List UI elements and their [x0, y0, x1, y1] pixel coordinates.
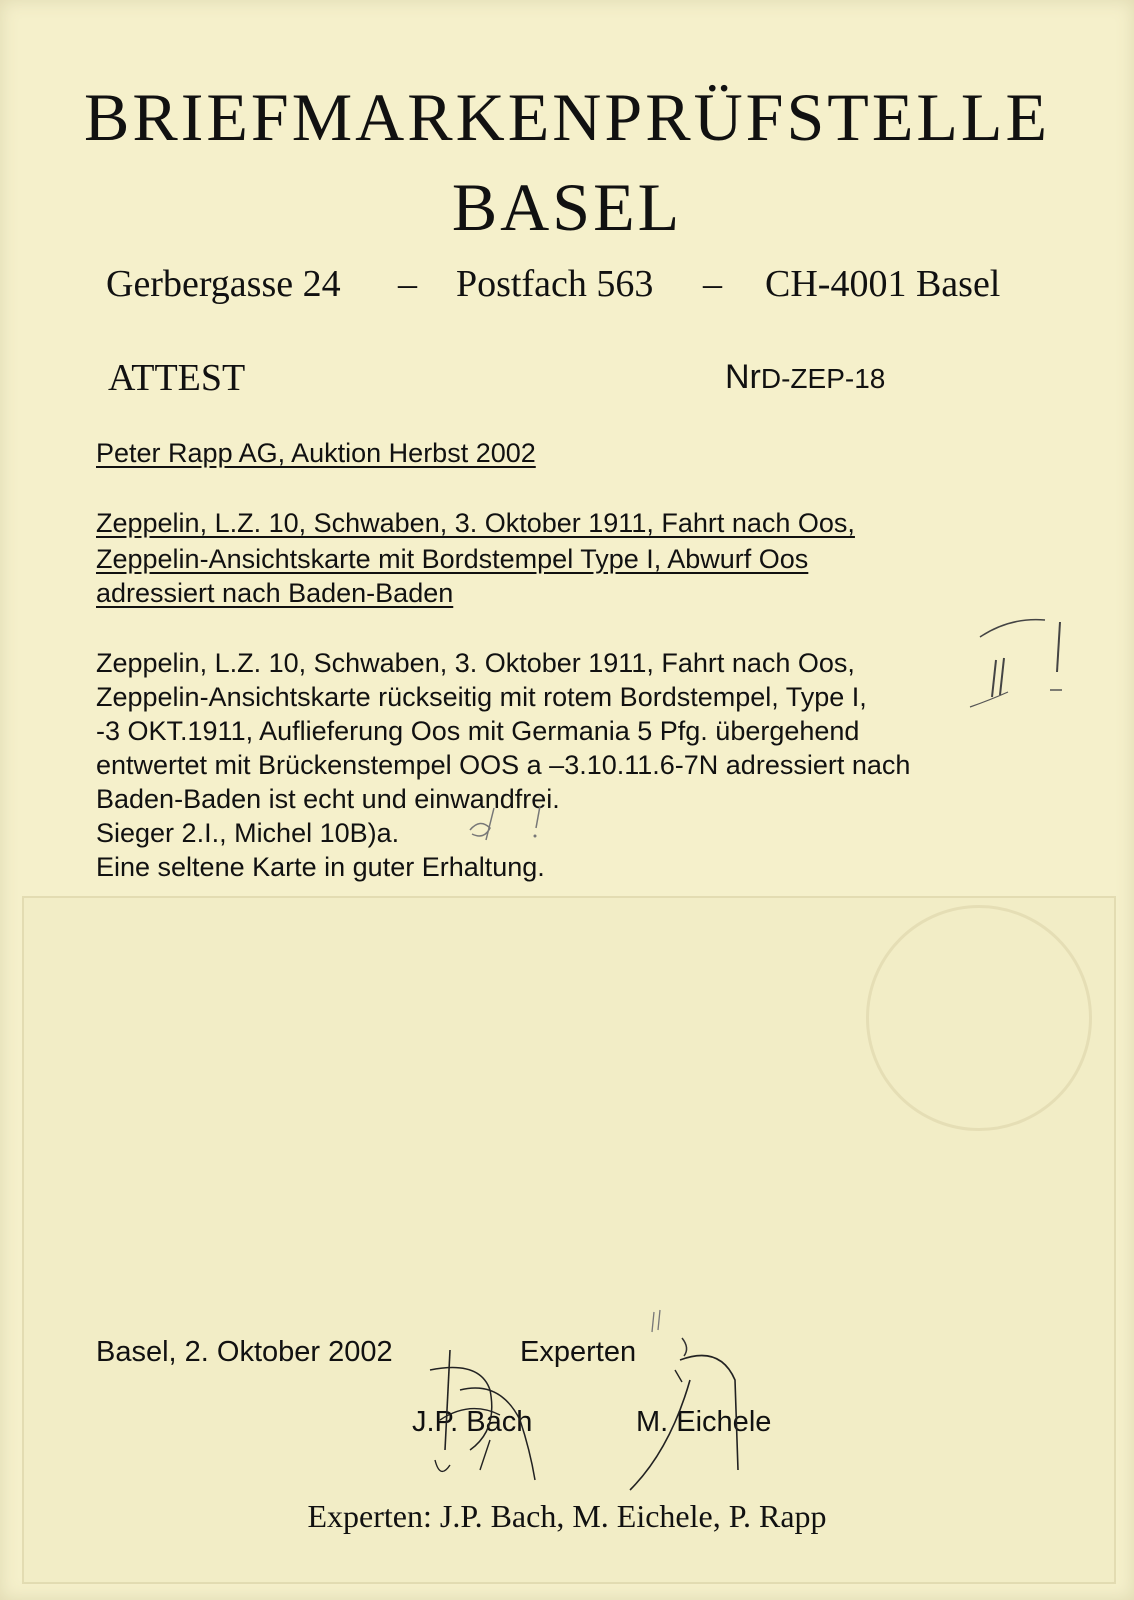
client-line: Peter Rapp AG, Auktion Herbst 2002	[96, 438, 536, 468]
header-title: BRIEFMARKENPRÜFSTELLE	[84, 79, 1050, 155]
place-date: Basel, 2. Oktober 2002	[96, 1336, 393, 1368]
address-city: CH-4001 Basel	[765, 263, 1001, 305]
watermark-seal	[866, 905, 1092, 1131]
description-line: -3 OKT.1911, Auflieferung Oos mit Germania 5 Pfg. übergehend	[96, 716, 860, 746]
footer-experts: Experten: J.P. Bach, M. Eichele, P. Rapp	[307, 1498, 827, 1534]
expert-name-eichele: M. Eichele	[636, 1406, 772, 1438]
expert-name-bach: J.P. Bach	[412, 1406, 533, 1438]
header-subtitle: BASEL	[451, 169, 683, 245]
attest-number-label: Nr	[725, 358, 761, 396]
address-separator: –	[703, 263, 722, 305]
attest-number-value: D-ZEP-18	[760, 363, 886, 394]
attest-label: ATTEST	[108, 357, 246, 399]
description-line: Eine seltene Karte in guter Erhaltung.	[96, 852, 545, 882]
description-line: Zeppelin, L.Z. 10, Schwaben, 3. Oktober 1911, Fahrt nach Oos,	[96, 648, 855, 678]
description-line: Baden-Baden ist echt und einwandfrei.	[96, 784, 560, 814]
handwritten-annotation	[960, 612, 1090, 722]
signature-bach	[420, 1330, 570, 1500]
description-line: Zeppelin-Ansichtskarte rückseitig mit rotem Bordstempel, Type I,	[96, 682, 867, 712]
item-heading-line: adressiert nach Baden-Baden	[96, 578, 454, 608]
attest-number	[725, 358, 885, 397]
description-line: Sieger 2.I., Michel 10B)a.	[96, 818, 400, 848]
description-line: entwertet mit Brückenstempel OOS a –3.10.11.6-7N adressiert nach	[96, 750, 911, 780]
experts-label: Experten	[520, 1336, 637, 1368]
signature-eichele	[620, 1340, 760, 1510]
address-separator: –	[398, 263, 417, 305]
handwritten-mark	[640, 1308, 700, 1358]
item-heading-line: Zeppelin, L.Z. 10, Schwaben, 3. Oktober 1911, Fahrt nach Oos,	[96, 508, 855, 538]
handwritten-annotation	[460, 800, 570, 850]
address-pobox: Postfach 563	[456, 263, 654, 305]
item-heading-line: Zeppelin-Ansichtskarte mit Bordstempel Type I, Abwurf Oos	[96, 544, 809, 574]
address-street: Gerbergasse 24	[106, 263, 341, 305]
